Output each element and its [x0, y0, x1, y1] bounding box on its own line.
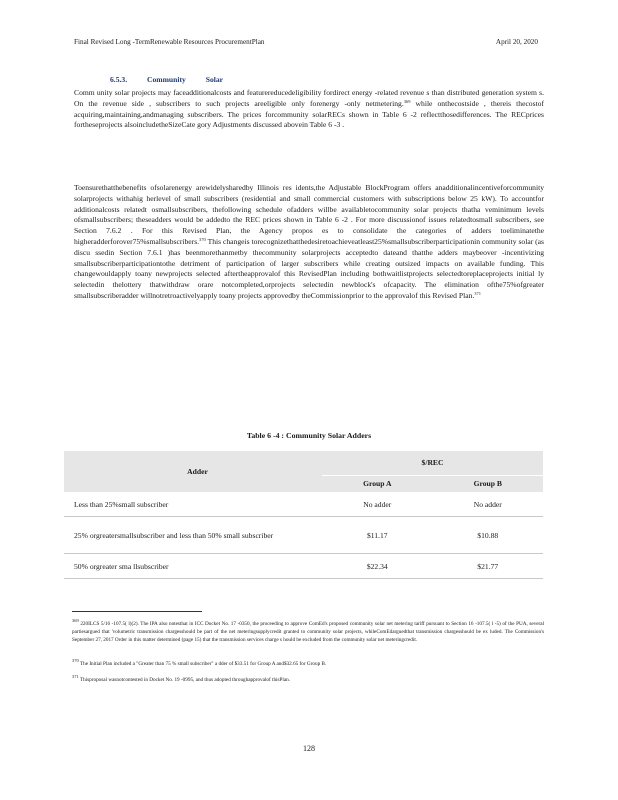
section-title-part1: Community — [147, 75, 186, 84]
table-row — [64, 492, 543, 517]
cell-group-b: $10.88 — [433, 517, 544, 554]
section-number: 6.5.3. — [110, 75, 128, 84]
cell-group-b: $21.77 — [433, 554, 544, 579]
footnote-separator — [72, 611, 202, 612]
paragraph-text: Toensurethatthebenefits ofsolarenergy arewidelysharedby Illinois res idents,the Adjustable BlockProgram offers anadditionalincentiveforcommunity solarprojects withahig herlevel of small subscribers (residential and small commercial customers with subscriptions below 25 kW). To accountfor additionalcosts relatedt osmallsubscribers, thefollowing schedule ofadders willbe availabletocommunity solar projects thatha veminimum levels ofsmallsubscribers; theseadders would be addedto the REC prices shown in Table 6 -2 . For more discussionof issues relatedtosmall subscribers, see Section 7.6.2 . For this Revised Plan, the Agency propos es to consolidate the categories of adders toeliminatethe higheradderforover75%smallsubscribers. — [74, 183, 544, 246]
footnote-text: Thisproposal wasnotcontested in Docket No. 19 -0995, and thus adopted throughapprovalof thisPlan. — [79, 677, 291, 683]
footnote-number: 370 — [72, 658, 79, 663]
column-header-group-a: Group A — [322, 475, 432, 492]
footnote-371 — [72, 676, 544, 684]
section-heading — [110, 75, 241, 84]
table-caption: Table 6 -4 : Community Solar Adders — [246, 431, 372, 440]
table-header-row — [64, 451, 543, 475]
footnote-number: 369 — [72, 618, 79, 623]
page-number: 128 — [303, 744, 315, 753]
table-row — [64, 554, 543, 579]
footnote-text: 220ILCS 5/16 -107.5( l)(2). The IPA also notesthat in ICC Docket No. 17 -0350, the proceeding to approve ComEd's proposed community solar net metering tariff pursuant to Section 16 -107.5( l -5) of the PUA, several partiesargued that 'volumetric transmission chargesshould be part of the net meteringsupplycredit granted to community solar projects, whileComEdarguedthat transmission chargesshould be ex luded. The Commission's September 27, 2017 Order in this matter determined (page 15) that the transmission services charge s hould be excluded from the community solar net meteringcredit. — [72, 621, 545, 643]
cell-adder: 25% orgreatersmallsubscriber and less than 50% small subscriber — [64, 517, 322, 554]
section-title-part2: Solar — [205, 75, 224, 84]
column-header-adder: Adder — [64, 451, 322, 492]
running-header-title: Final Revised Long -TermRenewable Resources ProcurementPlan — [74, 38, 265, 46]
footnote-ref-370[interactable]: 370 — [199, 236, 206, 242]
column-header-group-b: Group B — [433, 475, 544, 492]
paragraph-text: This changeis torecognizethatthedesiretoachieveatleast25%smallsubscriberparticipationin community solar (as discu ssedin Section 7.6.1 )has beenmorethanmetby thecommunity solarprojects acceptedto dateand thatthe adders maybeover -incentivizing smallsubscriberparticipationtothe detriment of participation of larger subscribers while creating outsized impacts on available funding. This changewouldapply toany newprojects selected aftertheapprovalof this RevisedPlan including bothwaitlistprojects selectedtoreplaceprojects initial ly selectedin thelottery thatwithdraw orare notcompleted,orprojects selectedin newblock's ofcapacity. The elimination ofthe75%ofgreater smallsubscriberadder willnotretroactivelyapply toany projects approvedby theCommissionprior to the approvalof this Revised Plan. — [74, 236, 544, 300]
footnote-ref-371[interactable]: 371 — [474, 290, 482, 296]
paragraph-text: Comm unity solar projects may faceadditionalcosts and featurereducedeligibility fordirect energy -related revenue s than distributed generation system s. On the revenue side , subscribers to such projects areeligible only forenergy -only netmetering. — [74, 88, 544, 108]
footnote-text: The Initial Plan included a "Greater than 75 % small subscriber" a dder of $33.51 for Group A and$32.65 for Group B. — [79, 661, 327, 667]
footnote-number: 371 — [72, 674, 79, 679]
community-solar-adders-table — [64, 451, 543, 579]
table-row — [64, 517, 543, 554]
footnote-369 — [72, 620, 544, 644]
cell-group-a: $11.17 — [322, 517, 432, 554]
paragraph-community-solar-costs — [74, 88, 544, 131]
running-header-date: April 20, 2020 — [495, 38, 538, 46]
cell-adder: 50% orgreater sma llsubscriber — [64, 554, 322, 579]
cell-group-a: No adder — [322, 492, 432, 517]
footnote-ref-369[interactable]: 369 — [403, 98, 411, 104]
footnote-370 — [72, 660, 544, 668]
cell-group-a: $22.34 — [322, 554, 432, 579]
cell-adder: Less than 25%small subscriber — [64, 492, 322, 517]
paragraph-text: while onthecostside , thereis thecostof acquiring,maintaining,andmanaging subscribers. The prices forcommunity solarRECs shown in Table 6 -2 reflectthosedifferences. The RECprices fortheseprojects alsoincludetheSizeCate gory Adjustments discussed abovein Table 6 -3 . — [74, 98, 544, 130]
column-header-rec: $/REC — [322, 451, 543, 475]
paragraph-small-subscriber-adders — [74, 183, 544, 302]
cell-group-b: No adder — [433, 492, 544, 517]
